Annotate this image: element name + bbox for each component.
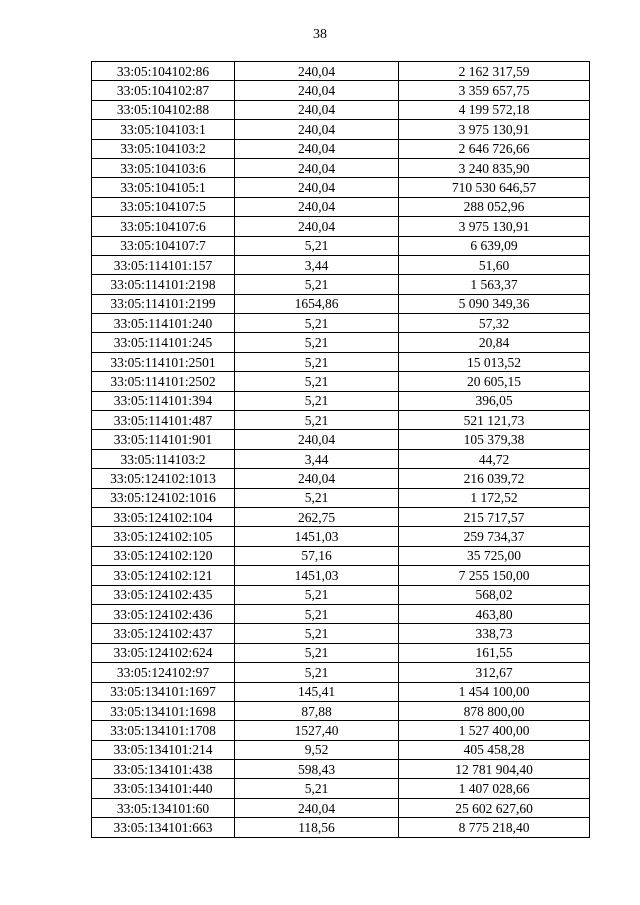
cadastral-number-cell: 33:05:124102:121 xyxy=(92,566,235,585)
rate-cell: 3,44 xyxy=(235,255,399,274)
table-row xyxy=(92,585,590,604)
value-cell: 521 121,73 xyxy=(399,411,590,430)
cadastral-number-cell: 33:05:124102:1013 xyxy=(92,469,235,488)
table-row xyxy=(92,314,590,333)
rate-cell: 1527,40 xyxy=(235,721,399,740)
cadastral-number-cell: 33:05:114101:487 xyxy=(92,411,235,430)
rate-cell: 5,21 xyxy=(235,779,399,798)
value-cell: 35 725,00 xyxy=(399,546,590,565)
cadastral-number-cell: 33:05:104103:2 xyxy=(92,139,235,158)
rate-cell: 5,21 xyxy=(235,488,399,507)
rate-cell: 240,04 xyxy=(235,197,399,216)
value-cell: 2 646 726,66 xyxy=(399,139,590,158)
rate-cell: 240,04 xyxy=(235,100,399,119)
value-cell: 338,73 xyxy=(399,624,590,643)
value-cell: 25 602 627,60 xyxy=(399,798,590,817)
cadastral-number-cell: 33:05:124102:435 xyxy=(92,585,235,604)
cadastral-number-cell: 33:05:124102:436 xyxy=(92,604,235,623)
value-cell: 6 639,09 xyxy=(399,236,590,255)
rate-cell: 3,44 xyxy=(235,449,399,468)
rate-cell: 5,21 xyxy=(235,391,399,410)
value-cell: 105 379,38 xyxy=(399,430,590,449)
value-cell: 396,05 xyxy=(399,391,590,410)
cadastral-number-cell: 33:05:134101:438 xyxy=(92,760,235,779)
table-row xyxy=(92,546,590,565)
table-row xyxy=(92,62,590,81)
cadastral-number-cell: 33:05:114103:2 xyxy=(92,449,235,468)
table-row xyxy=(92,701,590,720)
rate-cell: 5,21 xyxy=(235,275,399,294)
table-row xyxy=(92,178,590,197)
cadastral-number-cell: 33:05:134101:663 xyxy=(92,818,235,837)
value-cell: 312,67 xyxy=(399,663,590,682)
table-body xyxy=(92,62,590,838)
table-row xyxy=(92,663,590,682)
cadastral-number-cell: 33:05:114101:901 xyxy=(92,430,235,449)
table-row xyxy=(92,100,590,119)
table-row xyxy=(92,411,590,430)
rate-cell: 5,21 xyxy=(235,236,399,255)
table-row xyxy=(92,372,590,391)
cadastral-number-cell: 33:05:104107:5 xyxy=(92,197,235,216)
value-cell: 57,32 xyxy=(399,314,590,333)
table-row xyxy=(92,604,590,623)
table-row xyxy=(92,217,590,236)
value-cell: 288 052,96 xyxy=(399,197,590,216)
rate-cell: 1451,03 xyxy=(235,566,399,585)
rate-cell: 598,43 xyxy=(235,760,399,779)
cadastral-value-table xyxy=(91,61,590,838)
rate-cell: 240,04 xyxy=(235,430,399,449)
table-row xyxy=(92,197,590,216)
table-row xyxy=(92,488,590,507)
cadastral-number-cell: 33:05:134101:1708 xyxy=(92,721,235,740)
rate-cell: 5,21 xyxy=(235,372,399,391)
cadastral-number-cell: 33:05:124102:624 xyxy=(92,643,235,662)
rate-cell: 5,21 xyxy=(235,411,399,430)
cadastral-number-cell: 33:05:114101:394 xyxy=(92,391,235,410)
page-number: 38 xyxy=(313,27,327,42)
table-row xyxy=(92,275,590,294)
rate-cell: 262,75 xyxy=(235,507,399,526)
table-row xyxy=(92,469,590,488)
value-cell: 215 717,57 xyxy=(399,507,590,526)
cadastral-number-cell: 33:05:114101:2199 xyxy=(92,294,235,313)
value-cell: 710 530 646,57 xyxy=(399,178,590,197)
cadastral-number-cell: 33:05:104102:87 xyxy=(92,81,235,100)
rate-cell: 57,16 xyxy=(235,546,399,565)
rate-cell: 240,04 xyxy=(235,120,399,139)
cadastral-number-cell: 33:05:104102:86 xyxy=(92,62,235,81)
rate-cell: 240,04 xyxy=(235,81,399,100)
rate-cell: 240,04 xyxy=(235,798,399,817)
table-row xyxy=(92,721,590,740)
rate-cell: 240,04 xyxy=(235,158,399,177)
cadastral-number-cell: 33:05:114101:2198 xyxy=(92,275,235,294)
table-row xyxy=(92,527,590,546)
table-row xyxy=(92,120,590,139)
value-cell: 259 734,37 xyxy=(399,527,590,546)
rate-cell: 5,21 xyxy=(235,314,399,333)
table-row xyxy=(92,682,590,701)
value-cell: 12 781 904,40 xyxy=(399,760,590,779)
value-cell: 8 775 218,40 xyxy=(399,818,590,837)
table-row xyxy=(92,779,590,798)
cadastral-number-cell: 33:05:124102:105 xyxy=(92,527,235,546)
rate-cell: 9,52 xyxy=(235,740,399,759)
value-cell: 2 162 317,59 xyxy=(399,62,590,81)
value-cell: 44,72 xyxy=(399,449,590,468)
table-row xyxy=(92,430,590,449)
cadastral-number-cell: 33:05:134101:214 xyxy=(92,740,235,759)
cadastral-number-cell: 33:05:114101:157 xyxy=(92,255,235,274)
cadastral-number-cell: 33:05:104103:6 xyxy=(92,158,235,177)
value-cell: 216 039,72 xyxy=(399,469,590,488)
table-row xyxy=(92,507,590,526)
rate-cell: 145,41 xyxy=(235,682,399,701)
rate-cell: 5,21 xyxy=(235,643,399,662)
table-row xyxy=(92,818,590,837)
value-cell: 3 975 130,91 xyxy=(399,120,590,139)
value-cell: 878 800,00 xyxy=(399,701,590,720)
value-cell: 1 407 028,66 xyxy=(399,779,590,798)
table-row xyxy=(92,294,590,313)
rate-cell: 240,04 xyxy=(235,62,399,81)
cadastral-number-cell: 33:05:134101:1698 xyxy=(92,701,235,720)
rate-cell: 240,04 xyxy=(235,217,399,236)
value-cell: 463,80 xyxy=(399,604,590,623)
value-cell: 161,55 xyxy=(399,643,590,662)
rate-cell: 5,21 xyxy=(235,663,399,682)
value-cell: 405 458,28 xyxy=(399,740,590,759)
cadastral-number-cell: 33:05:104107:6 xyxy=(92,217,235,236)
table-row xyxy=(92,566,590,585)
value-cell: 20 605,15 xyxy=(399,372,590,391)
value-cell: 20,84 xyxy=(399,333,590,352)
table-row xyxy=(92,352,590,371)
value-cell: 568,02 xyxy=(399,585,590,604)
rate-cell: 5,21 xyxy=(235,624,399,643)
cadastral-number-cell: 33:05:104107:7 xyxy=(92,236,235,255)
value-cell: 15 013,52 xyxy=(399,352,590,371)
table-row xyxy=(92,643,590,662)
cadastral-number-cell: 33:05:124102:120 xyxy=(92,546,235,565)
cadastral-number-cell: 33:05:124102:437 xyxy=(92,624,235,643)
cadastral-number-cell: 33:05:104105:1 xyxy=(92,178,235,197)
cadastral-number-cell: 33:05:104102:88 xyxy=(92,100,235,119)
cadastral-number-cell: 33:05:134101:60 xyxy=(92,798,235,817)
table-row xyxy=(92,624,590,643)
value-cell: 1 172,52 xyxy=(399,488,590,507)
rate-cell: 240,04 xyxy=(235,178,399,197)
value-cell: 51,60 xyxy=(399,255,590,274)
rate-cell: 87,88 xyxy=(235,701,399,720)
table-row xyxy=(92,236,590,255)
table-row xyxy=(92,158,590,177)
cadastral-number-cell: 33:05:134101:440 xyxy=(92,779,235,798)
cadastral-number-cell: 33:05:114101:2502 xyxy=(92,372,235,391)
table-row xyxy=(92,760,590,779)
value-cell: 4 199 572,18 xyxy=(399,100,590,119)
value-cell: 3 240 835,90 xyxy=(399,158,590,177)
value-cell: 3 975 130,91 xyxy=(399,217,590,236)
rate-cell: 5,21 xyxy=(235,352,399,371)
cadastral-number-cell: 33:05:134101:1697 xyxy=(92,682,235,701)
table-row xyxy=(92,139,590,158)
table-row xyxy=(92,391,590,410)
value-cell: 5 090 349,36 xyxy=(399,294,590,313)
value-cell: 1 527 400,00 xyxy=(399,721,590,740)
value-cell: 1 563,37 xyxy=(399,275,590,294)
cadastral-number-cell: 33:05:124102:97 xyxy=(92,663,235,682)
value-cell: 7 255 150,00 xyxy=(399,566,590,585)
rate-cell: 5,21 xyxy=(235,585,399,604)
cadastral-number-cell: 33:05:124102:104 xyxy=(92,507,235,526)
table-row xyxy=(92,449,590,468)
rate-cell: 1654,86 xyxy=(235,294,399,313)
cadastral-number-cell: 33:05:104103:1 xyxy=(92,120,235,139)
table-row xyxy=(92,81,590,100)
value-cell: 1 454 100,00 xyxy=(399,682,590,701)
rate-cell: 1451,03 xyxy=(235,527,399,546)
rate-cell: 5,21 xyxy=(235,604,399,623)
table-row xyxy=(92,798,590,817)
cadastral-number-cell: 33:05:114101:2501 xyxy=(92,352,235,371)
cadastral-number-cell: 33:05:114101:240 xyxy=(92,314,235,333)
value-cell: 3 359 657,75 xyxy=(399,81,590,100)
rate-cell: 5,21 xyxy=(235,333,399,352)
cadastral-number-cell: 33:05:114101:245 xyxy=(92,333,235,352)
table-row xyxy=(92,255,590,274)
rate-cell: 240,04 xyxy=(235,139,399,158)
cadastral-number-cell: 33:05:124102:1016 xyxy=(92,488,235,507)
table-row xyxy=(92,740,590,759)
rate-cell: 118,56 xyxy=(235,818,399,837)
rate-cell: 240,04 xyxy=(235,469,399,488)
table-row xyxy=(92,333,590,352)
